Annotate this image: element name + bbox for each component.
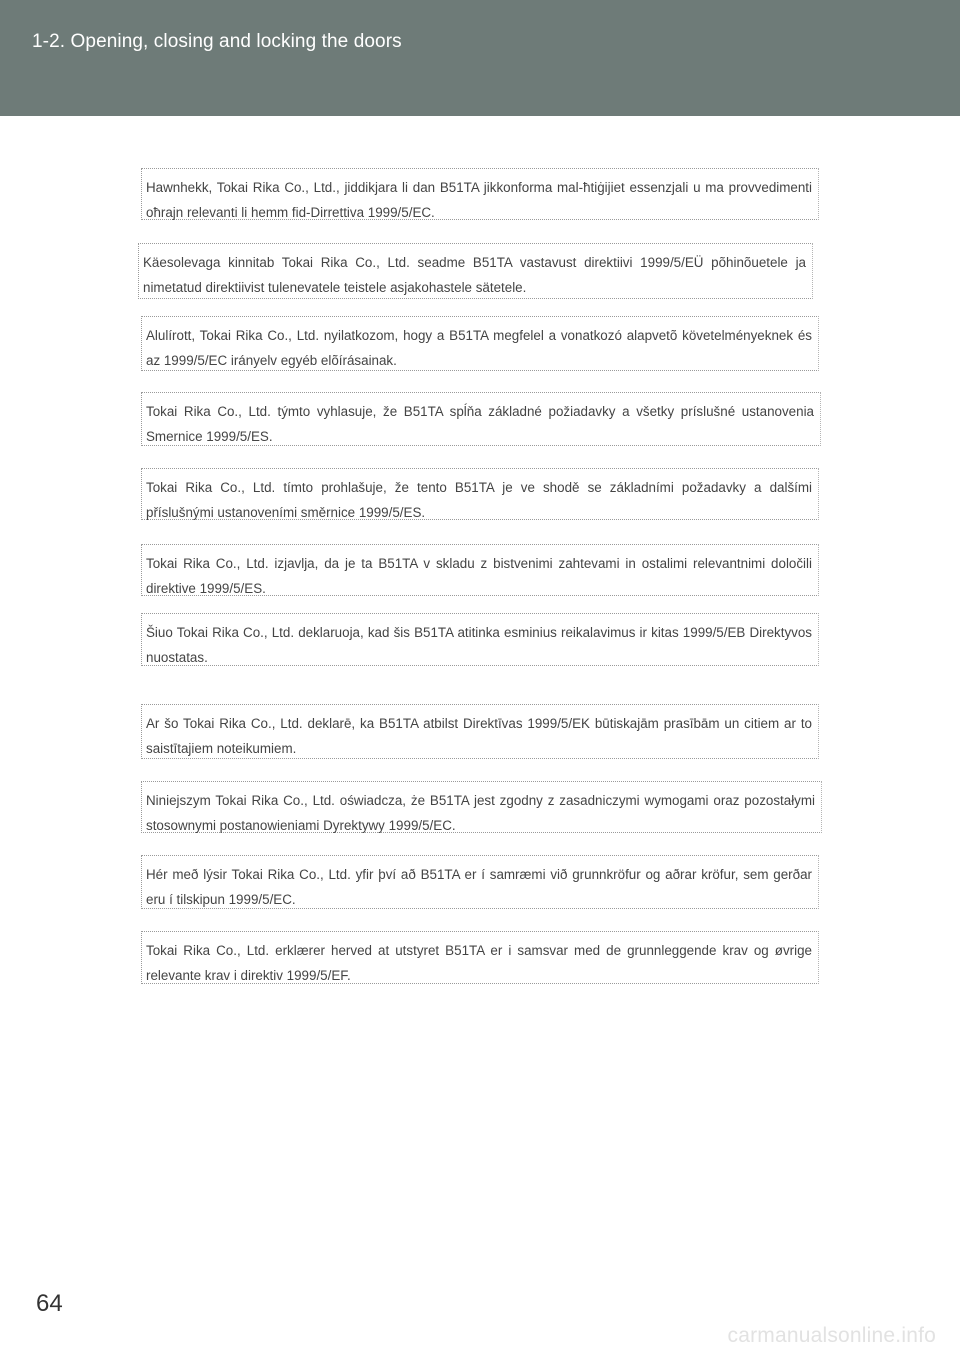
declaration-slovenian: Tokai Rika Co., Ltd. izjavlja, da je ta B51TA v skladu z bistvenimi zahtevami in ostalimi relevantnimi določili direktive 1999/5/ES. [141,544,819,596]
declaration-lithuanian: Šiuo Tokai Rika Co., Ltd. deklaruoja, kad šis B51TA atitinka esminius reikalavimus ir kitas 1999/5/EB Direktyvos nuostatas. [141,613,819,666]
page-number: 64 [36,1290,63,1317]
declaration-czech: Tokai Rika Co., Ltd. tímto prohlašuje, že tento B51TA je ve shodě se základními požadavky a dalšími příslušnými ustanoveními směrnice 1999/5/ES. [141,468,819,520]
watermark: carmanualsonline.info [727,1324,936,1347]
declaration-latvian: Ar šo Tokai Rika Co., Ltd. deklarē, ka B51TA atbilst Direktīvas 1999/5/EK būtiskajām prasībām un citiem ar to saistītajiem noteikumiem. [141,704,819,759]
declaration-maltese: Hawnhekk, Tokai Rika Co., Ltd., jiddikjara li dan B51TA jikkonforma mal-ħtiġijiet essenzjali u ma provvedimenti oħrajn relevanti li hemm fid-Dirrettiva 1999/5/EC. [141,168,819,220]
declaration-norwegian: Tokai Rika Co., Ltd. erklærer herved at utstyret B51TA er i samsvar med de grunnleggende krav og øvrige relevante krav i direktiv 1999/5/EF. [141,931,819,984]
declaration-slovak: Tokai Rika Co., Ltd. týmto vyhlasuje, že B51TA spĺňa základné požiadavky a všetky príslušné ustanovenia Smernice 1999/5/ES. [141,392,821,446]
declaration-icelandic: Hér með lýsir Tokai Rika Co., Ltd. yfir því að B51TA er í samræmi við grunnkröfur og aðrar kröfur, sem gerðar eru í tilskipun 1999/5/EC. [141,855,819,909]
declaration-polish: Niniejszym Tokai Rika Co., Ltd. oświadcza, że B51TA jest zgodny z zasadniczymi wymogami oraz pozostałymi stosownymi postanowieniami Dyrektywy 1999/5/EC. [141,781,822,833]
declaration-hungarian: Alulírott, Tokai Rika Co., Ltd. nyilatkozom, hogy a B51TA megfelel a vonatkozó alapvetõ követelményeknek és az 1999/5/EC irányelv egyéb elõírásainak. [141,316,819,371]
declaration-estonian: Käesolevaga kinnitab Tokai Rika Co., Ltd. seadme B51TA vastavust direktiivi 1999/5/EÜ põhinõuetele ja nimetatud direktiivist tulenevatele teistele asjakohastele sätetele. [138,243,813,299]
section-title: 1-2. Opening, closing and locking the doors [32,31,402,52]
